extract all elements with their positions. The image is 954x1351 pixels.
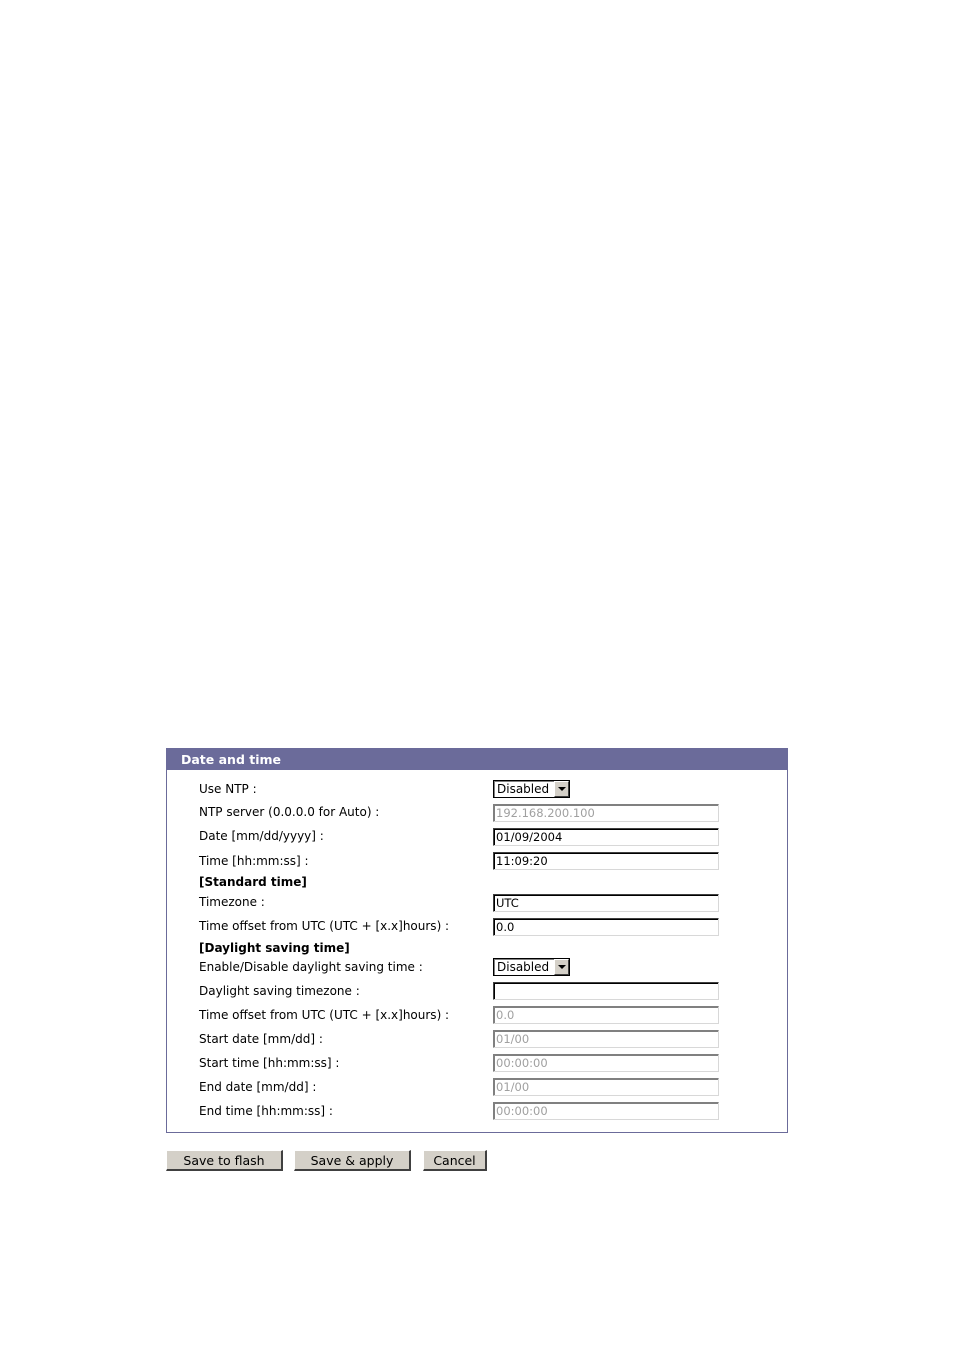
dst-enable-selected-value: Disabled [497,960,550,974]
use-ntp-selected-value: Disabled [497,782,550,796]
start-time-label: Start time [hh:mm:ss] : [199,1056,340,1070]
time-label: Time [hh:mm:ss] : [199,854,309,868]
end-time-label: End time [hh:mm:ss] : [199,1104,333,1118]
start-date-label: Start date [mm/dd] : [199,1032,323,1046]
date-label: Date [mm/dd/yyyy] : [199,829,324,843]
dst-enable-select[interactable] [493,958,570,976]
use-ntp-dropdown-button[interactable] [554,781,569,797]
date-time-panel [166,748,788,1133]
timezone-field[interactable] [493,894,719,912]
std-offset-field[interactable] [493,918,719,936]
dst-enable-dropdown-button[interactable] [554,959,569,975]
date-field[interactable] [493,828,719,846]
std-offset-label: Time offset from UTC (UTC + [x.x]hours) : [199,919,450,933]
save-to-flash-button[interactable]: Save to flash [166,1150,283,1171]
dst-timezone-field[interactable] [493,982,719,1000]
panel-title: Date and time [167,749,787,770]
start-date-field[interactable] [493,1030,719,1048]
use-ntp-select[interactable] [493,780,570,798]
timezone-label: Timezone : [199,895,265,909]
start-time-field[interactable] [493,1054,719,1072]
save-and-apply-button[interactable]: Save & apply [294,1150,411,1171]
dst-enable-label: Enable/Disable daylight saving time : [199,960,423,974]
cancel-button[interactable]: Cancel [423,1150,487,1171]
standard-time-heading: [Standard time] [199,875,307,889]
dst-offset-field[interactable] [493,1006,719,1024]
dst-timezone-label: Daylight saving timezone : [199,984,360,998]
end-date-field[interactable] [493,1078,719,1096]
dst-offset-label: Time offset from UTC (UTC + [x.x]hours) : [199,1008,450,1022]
end-date-label: End date [mm/dd] : [199,1080,317,1094]
time-field[interactable] [493,852,719,870]
chevron-down-icon [558,787,566,791]
use-ntp-label: Use NTP : [199,782,257,796]
daylight-saving-heading: [Daylight saving time] [199,941,350,955]
ntp-server-field[interactable] [493,804,719,822]
end-time-field[interactable] [493,1102,719,1120]
chevron-down-icon [558,965,566,969]
ntp-server-label: NTP server (0.0.0.0 for Auto) : [199,805,380,819]
